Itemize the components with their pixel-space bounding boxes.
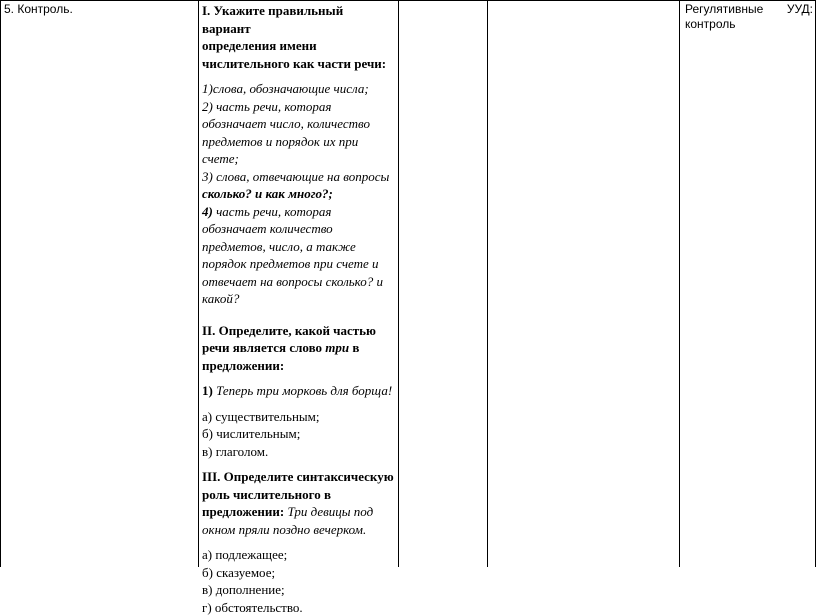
stage-cell (4, 2, 73, 17)
task3-options: а) подлежащее; б) сказуемое; в) дополнение; г) обстоятельство. (202, 547, 303, 615)
table-top-border (0, 0, 816, 1)
task2-options: а) существительным; б) числительным; в) глаголом. (202, 408, 320, 459)
task2-sentence: 1) Теперь три морковь для борща! (202, 383, 393, 398)
task1-title: I. Укажите правильный вариант определения имени числительного как части речи: (202, 3, 387, 71)
task2-title: II. Определите, какой частью речи является слово три в предложении: (202, 322, 376, 373)
tasks-cell (202, 2, 394, 616)
uud-line-1: Регулятивные УУД: (685, 2, 813, 16)
task3-title: III. Определите синтаксическую роль числительного в предложении: Три девицы под окном пряли поздно вечерком. (202, 469, 394, 537)
column-divider (398, 0, 399, 567)
uud-line-2: контроль (685, 17, 736, 31)
column-divider (487, 0, 488, 567)
column-divider (198, 0, 199, 567)
uud-cell (685, 2, 813, 32)
task1-options: 1)слова, обозначающие числа; 2) часть речи, которая обозначает число, количество предметов и порядок их при счете; 3) слова, отвечающие на вопросы сколько? и как много?; 4) часть речи, которая обозначает количество предметов, число, а также порядок предметов при счете и отвечает на вопросы сколько? и какой? (202, 81, 390, 306)
column-divider (0, 0, 1, 567)
stage-label: 5. Контроль. (4, 2, 73, 16)
column-divider (679, 0, 680, 567)
